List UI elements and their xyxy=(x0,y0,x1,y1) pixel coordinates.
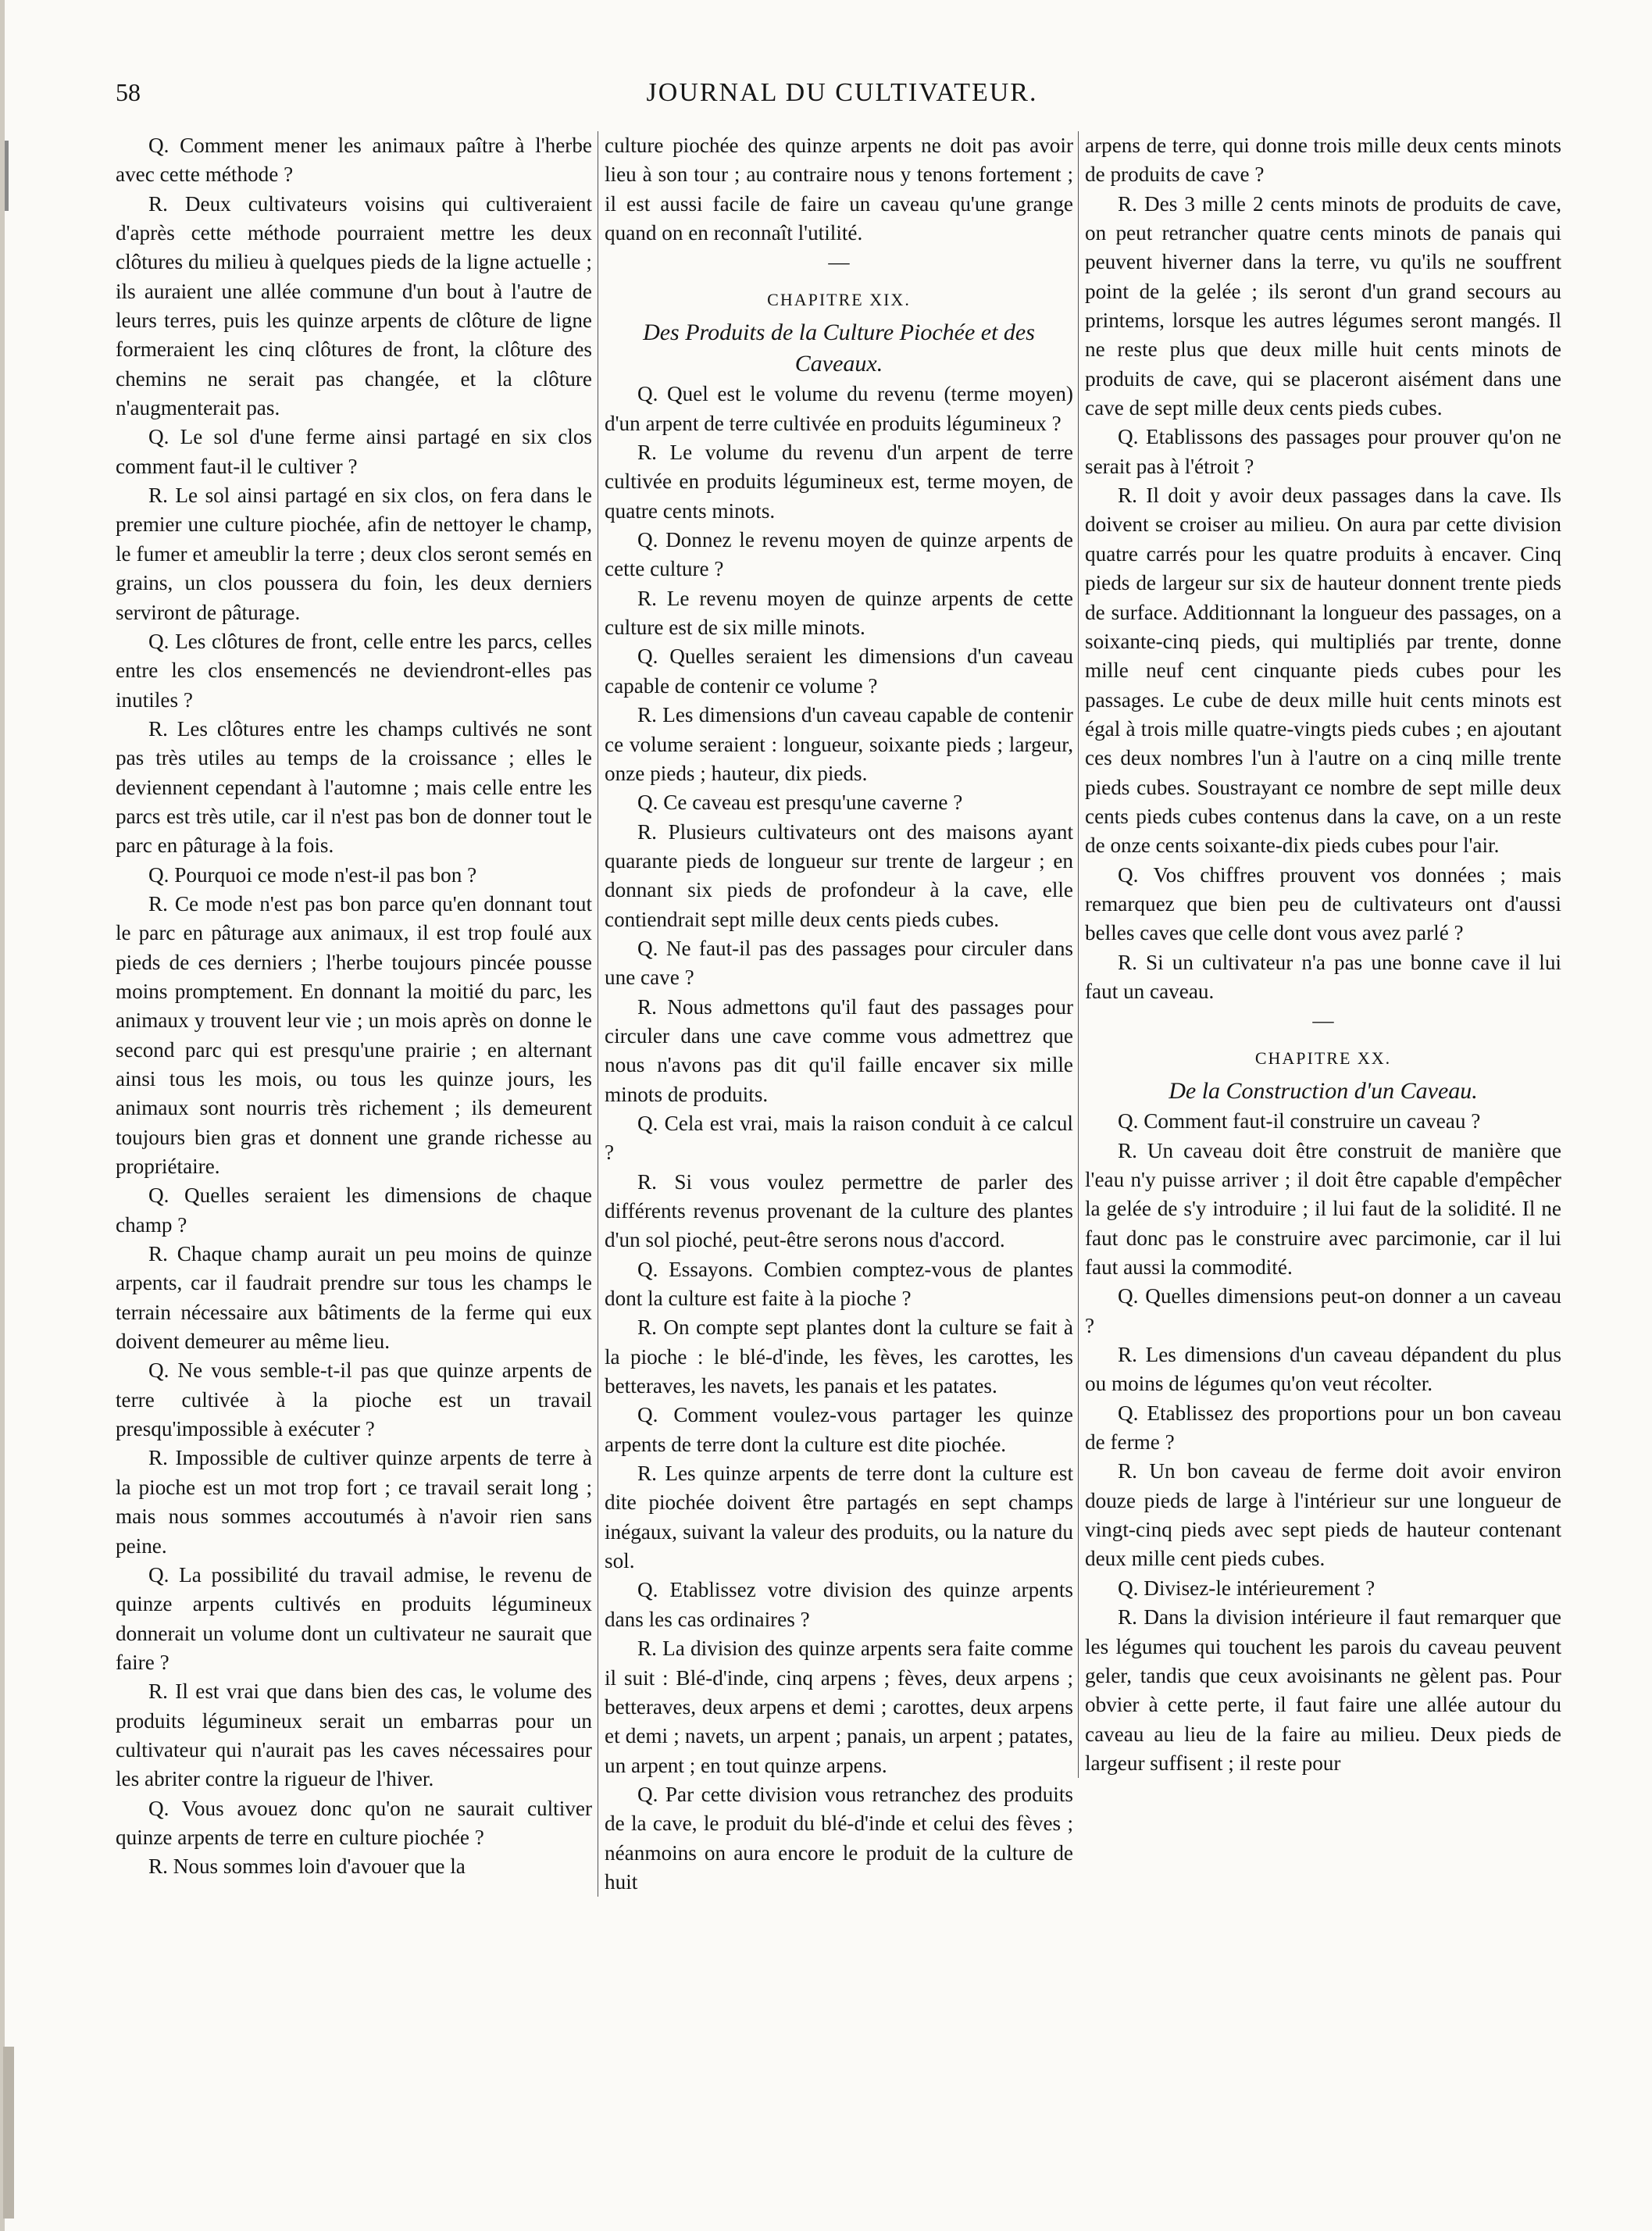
page-edge-shadow xyxy=(0,0,31,2231)
qa-paragraph: R. Deux cultivateurs voisins qui cultiveraient d'après cette méthode pourraient mettre les deux clôtures du milieu à quelques pieds de la ligne actuelle ; ils auraient une allée commune d'un bout à l'autre de leurs terres, puis les quinze arpents de clôture de ligne formeraient les cinq clôtures de front, la clôture des chemins ne serait pas changée, et la clôture n'augmenterait pas. xyxy=(116,191,592,420)
qa-paragraph: R. Plusieurs cultivateurs ont des maisons ayant quarante pieds de longueur sur trente de largeur ; en donnant six pieds de profondeur à la cave, elle contiendrait sept mille deux cents pieds cubes. xyxy=(605,819,1073,931)
qa-paragraph: R. Les dimensions d'un caveau capable de contenir ce volume seraient : longueur, soixante pieds ; largeur, onze pieds ; hauteur, dix pieds. xyxy=(605,703,1073,785)
chapter-title: De la Construction d'un Caveau. xyxy=(1169,1078,1478,1105)
qa-paragraph: R. Ce mode n'est pas bon parce qu'en donnant tout le parc en pâturage aux animaux, il est trop foulé aux pieds de ces derniers ; l'herbe toujours pincée pousse moins promptement. En donnant la moitié du parc, les animaux y trouvent leur vie ; un mois après on donne le second parc qui est presqu'une prairie ; en alternant ainsi tous les mois, ou tous les quinze jours, les animaux sont nourris très richement ; ils demeurent toujours bien gras et donnent une grande richesse au propriétaire. xyxy=(116,891,592,1179)
qa-paragraph: Q. Etablissez votre division des quinze arpents dans les cas ordinaires ? xyxy=(605,1578,1073,1631)
continued-paragraph: culture piochée des quinze arpents ne doit pas avoir lieu à son tour ; au contraire nous y tenons fortement ; il est aussi facile de faire un caveau qu'une grange quand on en reconnaît l'utilité. xyxy=(605,134,1073,245)
qa-paragraph: Q. Les clôtures de front, celle entre les parcs, celles entre les clos ensemencés ne deviendront-elles pas inutiles ? xyxy=(116,629,592,712)
chapter-heading xyxy=(1085,1006,1561,1107)
chapter-title: Des Produits de la Culture Piochée et des Caveaux. xyxy=(643,319,1035,377)
chapter-number: CHAPITRE XIX. xyxy=(767,290,911,310)
running-title: JOURNAL DU CULTIVATEUR. xyxy=(646,78,1038,107)
qa-paragraph: Q. Par cette division vous retranchez des produits de la cave, le produit du blé-d'inde et celui des fèves ; néanmoins on aura encore le produit de la culture de huit xyxy=(605,1782,1073,1894)
qa-paragraph: Q. Comment voulez-vous partager les quinze arpents de terre dont la culture est dite piochée. xyxy=(605,1403,1073,1456)
qa-paragraph: R. Il est vrai que dans bien des cas, le volume des produits légumineux serait un embarras pour un cultivateur qui n'aurait pas les caves nécessaires pour les abriter contre la rigueur de l'hiver. xyxy=(116,1679,592,1791)
qa-paragraph: R. Un caveau doit être construit de manière que l'eau n'y puisse arriver ; il doit être capable d'empêcher la gelée de s'y introduire ; il lui faut de la solidité. Il ne faut donc pas le construire avec parcimonie, car il lui faut aussi la commodité. xyxy=(1085,1138,1561,1280)
qa-paragraph: Q. Quel est le volume du revenu (terme moyen) d'un arpent de terre cultivée en produits légumineux ? xyxy=(605,382,1073,435)
qa-paragraph: Q. La possibilité du travail admise, le revenu de quinze arpents cultivés en produits légumineux donnerait un volume dont un cultivateur ne saurait que faire ? xyxy=(116,1562,592,1674)
qa-paragraph: R. Si un cultivateur n'a pas une bonne cave il lui faut un caveau. xyxy=(1085,950,1561,1003)
qa-paragraph: Q. Comment mener les animaux paître à l'herbe avec cette méthode ? xyxy=(116,134,592,187)
page-header xyxy=(116,78,1568,117)
qa-paragraph: R. Le revenu moyen de quinze arpents de cette culture est de six mille minots. xyxy=(605,586,1073,640)
page-number: 58 xyxy=(116,78,141,106)
qa-paragraph: Q. Etablissons des passages pour prouver qu'on ne serait pas à l'étroit ? xyxy=(1085,425,1561,478)
qa-paragraph: R. Impossible de cultiver quinze arpents de terre à la pioche est un mot trop fort ; ce travail serait long ; mais nous sommes accoutumés à n'avoir rien sans peine. xyxy=(116,1446,592,1558)
qa-paragraph: R. Le volume du revenu d'un arpent de terre cultivée en produits légumineux est, terme moyen, de quatre cents minots. xyxy=(605,441,1073,523)
qa-paragraph: Q. Divisez-le intérieurement ? xyxy=(1118,1576,1375,1600)
qa-paragraph: R. Il doit y avoir deux passages dans la cave. Ils doivent se croiser au milieu. On aura par cette division quatre carrés pour les quatre produits à encaver. Cinq pieds de largeur sur six de hauteur donnent trente pieds de surface. Additionnant la longueur des passages, on a soixante-cinq pieds, qui multipliés par trente, donne mille neuf cent cinquante pieds cubes pour les passages. Le cube de deux mille huit cents minots est égal à trois mille quatre-vingts pieds cubes ; en ajoutant ces deux nombres l'un à l'autre on a cinq mille trente pieds cubes. Soustrayant ce nombre de sept mille deux cents pieds cubes contenus dans la cave, on a un reste de onze cents soixante-dix pieds cubes pour l'air. xyxy=(1085,484,1561,858)
qa-paragraph: R. Nous admettons qu'il faut des passages pour circuler dans une cave comme vous admettrez que nous n'avons pas dit qu'il faille encaver six mille minots de produits. xyxy=(605,994,1073,1106)
qa-paragraph: Q. Vous avouez donc qu'on ne saurait cultiver quinze arpents de terre en culture piochée ? xyxy=(116,1796,592,1849)
chapter-divider: — xyxy=(828,250,850,274)
qa-paragraph: Q. Etablissez des proportions pour un bon caveau de ferme ? xyxy=(1085,1401,1561,1455)
qa-paragraph: R. Les dimensions d'un caveau dépandent du plus ou moins de légumes qu'on veut récolter. xyxy=(1085,1343,1561,1396)
chapter-heading xyxy=(605,248,1073,380)
qa-paragraph: Q. Pourquoi ce mode n'est-il pas bon ? xyxy=(148,862,477,887)
qa-paragraph: Q. Donnez le revenu moyen de quinze arpents de cette culture ? xyxy=(605,528,1073,581)
qa-paragraph: Q. Cela est vrai, mais la raison conduit à ce calcul ? xyxy=(605,1111,1073,1165)
text-column-3 xyxy=(1078,131,1561,1778)
qa-paragraph: Q. Ne faut-il pas des passages pour circuler dans une cave ? xyxy=(605,936,1073,990)
qa-paragraph: Q. Comment faut-il construire un caveau ? xyxy=(1118,1109,1481,1133)
qa-paragraph: R. On compte sept plantes dont la culture se fait à la pioche : le blé-d'inde, les fèves, les carottes, les betteraves, les navets, les panais et les patates. xyxy=(605,1315,1073,1398)
chapter-number: CHAPITRE XX. xyxy=(1254,1048,1392,1069)
qa-paragraph: R. Nous sommes loin d'avouer que la xyxy=(148,1854,466,1879)
qa-paragraph: Q. Ce caveau est presqu'une caverne ? xyxy=(637,791,963,815)
qa-paragraph: Q. Ne vous semble-t-il pas que quinze arpents de terre cultivée à la pioche est un travail presqu'impossible à exécuter ? xyxy=(116,1358,592,1441)
continued-paragraph: arpens de terre, qui donne trois mille deux cents minots de produits de cave ? xyxy=(1085,134,1561,187)
qa-paragraph: R. Chaque champ aurait un peu moins de quinze arpents, car il faudrait prendre sur tous les champs le terrain nécessaire aux bâtiments de la ferme qui eux doivent demeurer au même lieu. xyxy=(116,1242,592,1354)
qa-paragraph: Q. Vos chiffres prouvent vos données ; mais remarquez que bien peu de cultivateurs ont d'aussi belles caves que celle dont vous avez parlé ? xyxy=(1085,862,1561,945)
qa-paragraph: R. Si vous voulez permettre de parler des différents revenus provenant de la culture des plantes d'un sol pioché, peut-être serons nous d'accord. xyxy=(605,1169,1073,1252)
qa-paragraph: R. La division des quinze arpents sera faite comme il suit : Blé-d'inde, cinq arpens ; fèves, deux arpens ; betteraves, deux arpens et demi ; carottes, deux arpens et demi ; navets, un arpent ; panais, un arpent ; patates, un arpent ; en tout quinze arpens. xyxy=(605,1637,1073,1777)
qa-paragraph: Q. Le sol d'une ferme ainsi partagé en six clos comment faut-il le cultiver ? xyxy=(116,425,592,478)
qa-paragraph: Q. Quelles seraient les dimensions de chaque champ ? xyxy=(116,1183,592,1237)
text-column-2 xyxy=(598,131,1073,1897)
qa-paragraph: Q. Essayons. Combien comptez-vous de plantes dont la culture est faite à la pioche ? xyxy=(605,1257,1073,1311)
qa-paragraph: R. Les quinze arpents de terre dont la culture est dite piochée doivent être partagés en sept champs inégaux, suivant la valeur des produits, ou la nature du sol. xyxy=(605,1462,1073,1573)
qa-paragraph: R. Le sol ainsi partagé en six clos, on fera dans le premier une culture piochée, afin de nettoyer le champ, le fumer et ameublir la terre ; deux clos seront semés en grains, un clos poussera du foin, les deux derniers serviront de pâturage. xyxy=(116,484,592,624)
qa-paragraph: Q. Quelles dimensions peut-on donner a un caveau ? xyxy=(1085,1284,1561,1337)
qa-paragraph: Q. Quelles seraient les dimensions d'un caveau capable de contenir ce volume ? xyxy=(605,644,1073,698)
qa-paragraph: R. Dans la division intérieure il faut remarquer que les légumes qui touchent les parois du caveau peuvent geler, tandis que ceux avoisinants ne gèlent pas. Pour obvier à cette perte, il faut faire une allée autour du caveau au lieu de la faire au milieu. Deux pieds de largeur suffisent ; il reste pour xyxy=(1085,1605,1561,1775)
text-column-1 xyxy=(116,131,592,1882)
chapter-divider: — xyxy=(1312,1008,1334,1033)
qa-paragraph: R. Un bon caveau de ferme doit avoir environ douze pieds de large à l'intérieur sur une longueur de vingt-cinq pieds avec sept pieds de hauteur contenant deux mille cent pieds cubes. xyxy=(1085,1459,1561,1571)
qa-paragraph: R. Les clôtures entre les champs cultivés ne sont pas très utiles au temps de la croissance ; elles le deviennent cependant à l'automne ; mais celle entre les parcs est très utile, car il n'est pas bon de donner tout le parc en pâturage à la fois. xyxy=(116,716,592,858)
qa-paragraph: R. Des 3 mille 2 cents minots de produits de cave, on peut retrancher quatre cents minots de panais qui peuvent hiverner dans la terre, vu qu'ils ne souffrent point de la gelée ; ils seront d'un grand secours au printems, lorsque les autres légumes seront mangés. Il ne reste plus que deux mille huit cents minots de produits de cave, qui se placeront aisément dans une cave de sept mille deux cents pieds cubes. xyxy=(1085,191,1561,420)
